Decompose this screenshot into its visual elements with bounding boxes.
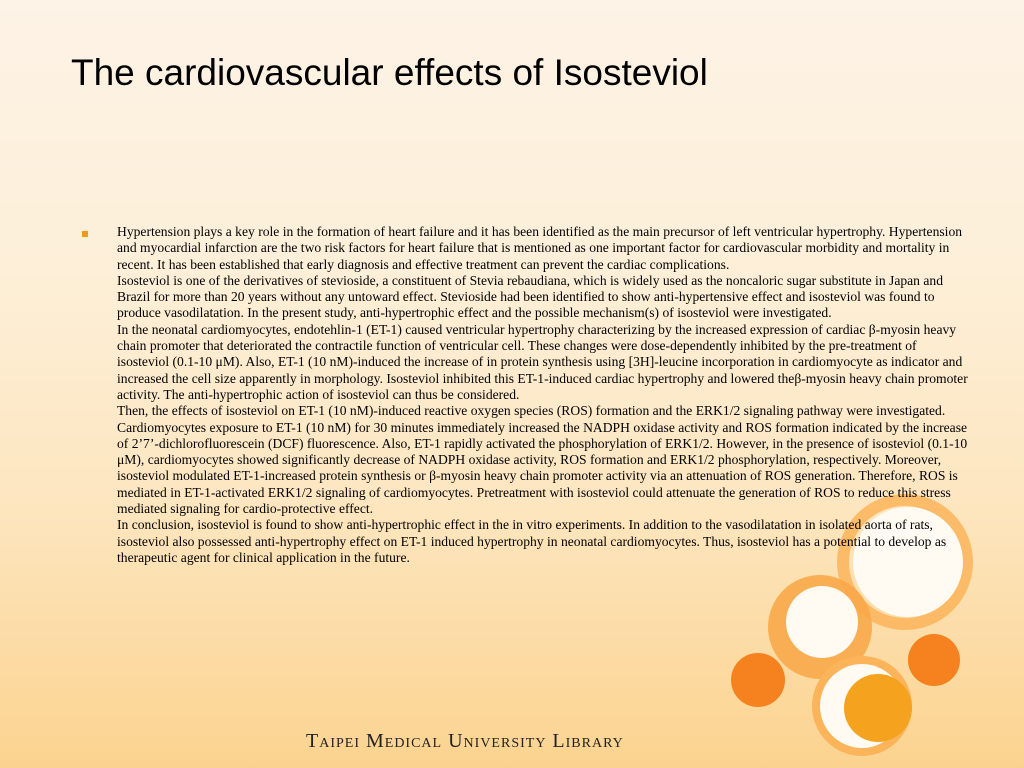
deco-circle-orange-right	[908, 634, 960, 686]
slide-title: The cardiovascular effects of Isosteviol	[71, 52, 708, 93]
bullet-body	[117, 224, 972, 566]
deco-circle-orange-small	[731, 653, 785, 707]
paragraph-ros-erk: Then, the effects of isosteviol on ET-1 (10 nM)-induced reactive oxygen species (ROS) formation and the ERK1/2 signaling pathway were investigated. Cardiomyocytes exposure to ET-1 (10 nM) for 30 minutes immediately increased the NADPH oxidase activity and ROS formation indicated by the increase of 2’7’-dichlorofluorescein (DCF) fluorescence. Also, ET-1 rapidly activated the phosphorylation of ERK1/2. However, in the presence of isosteviol (0.1-10 μM), cardiomyocytes showed significantly decrease of NADPH oxidase activity, ROS formation and ERK1/2 phosphorylation, respectively. Moreover, isosteviol modulated ET-1-increased protein synthesis or β-myosin heavy chain promoter activity via an attenuation of ROS generation. Therefore, ROS is mediated in ET-1-activated ERK1/2 signaling of cardiomyocytes. Pretreatment with isosteviol could attenuate the generation of ROS to reduce this stress mediated signaling for cardio-protective effect.	[117, 403, 968, 517]
footer-library-name: Taipei Medical University Library	[306, 730, 624, 752]
paragraph-conclusion: In conclusion, isosteviol is found to show anti-hypertrophic effect in the in vitro experiments. In addition to the vasodilatation in isolated aorta of rats, isosteviol also possessed anti-hypertrophy effect on ET-1 induced hypertrophy in neonatal cardiomyocytes. Thus, isosteviol has a potential to develop as therapeutic agent for clinical application in the future.	[117, 517, 947, 565]
paragraph-isosteviol-intro: Isosteviol is one of the derivatives of stevioside, a constituent of Stevia rebaudiana, which is widely used as the noncaloric sugar substitute in Japan and Brazil for more than 20 years without any untoward effect. Stevioside had been identified to show anti-hypertensive effect and isosteviol was found to produce vasodilatation. In the present study, anti-hypertrophic effect and the possible mechanism(s) of isosteviol were investigated.	[117, 272, 943, 321]
paragraph-hypertension: Hypertension plays a key role in the formation of heart failure and it has been identified as the main precursor of left ventricular hypertrophy. Hypertension and myocardial infarction are the two risk factors for heart failure that is mentioned as one important factor for cardiovascular morbidity and mortality in recent. It has been established that early diagnosis and effective treatment can prevent the cardiac complications.	[117, 224, 963, 272]
deco-circle-orange-inner-bottom	[844, 674, 912, 742]
paragraph-cardiomyocytes: In the neonatal cardiomyocytes, endotehlin-1 (ET-1) caused ventricular hypertrophy characterizing by the increased expression of cardiac β-myosin heavy chain promoter that deteriorated the contractile function of ventricular cell. These changes were dose-dependently inhibited by the pre-treatment of isosteviol (0.1-10 μM). Also, ET-1 (10 nM)-induced the increase of in protein synthesis using [3H]-leucine incorporation in cardiomyocyte as indicator and increased the cell size apparently in morphology. Isosteviol inhibited this ET-1-induced cardiac hypertrophy and lowered theβ-myosin heavy chain promoter activity. The anti-hypertrophic action of isosteviol can thus be considered.	[117, 321, 968, 402]
bullet-square-icon	[82, 231, 88, 237]
deco-circle-white-mid	[786, 586, 858, 658]
